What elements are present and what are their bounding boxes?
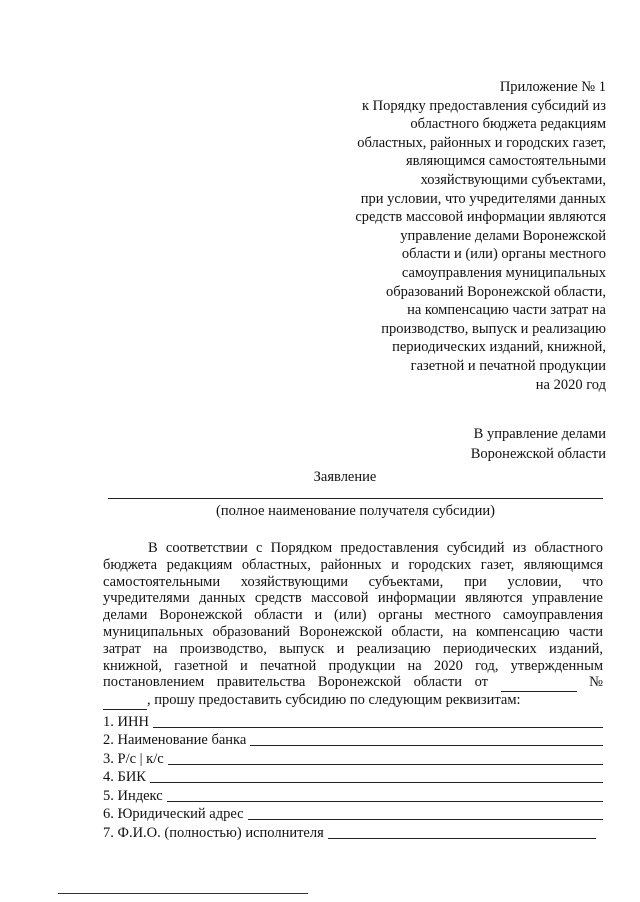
appendix-line: хозяйствующими субъектами, xyxy=(420,171,606,188)
field-bik xyxy=(103,768,603,787)
field-legal-address-blank[interactable] xyxy=(248,819,603,820)
document-title: Заявление xyxy=(313,469,377,485)
appendix-line: при условии, что учредителями данных xyxy=(360,190,606,207)
requisites-list xyxy=(103,712,603,842)
addressee-block xyxy=(471,424,606,464)
field-label: 6. Юридический адрес xyxy=(103,806,244,822)
field-accounts-blank[interactable] xyxy=(168,764,603,765)
field-inn-blank[interactable] xyxy=(153,727,603,728)
addressee-line: Воронежской области xyxy=(470,446,606,462)
body-line: муниципальных образований Воронежской области, на компенсацию части xyxy=(103,623,603,640)
body-line: учредителями данных средств массовой информации являются управление xyxy=(103,590,603,607)
field-executor-name-blank[interactable] xyxy=(328,838,596,839)
field-bank-name-blank[interactable] xyxy=(250,745,603,746)
decree-text: постановлением правительства Воронежской области от xyxy=(103,674,489,691)
appendix-line: к Порядку предоставления субсидий из xyxy=(361,97,606,114)
recipient-name-blank[interactable] xyxy=(108,498,603,499)
field-accounts xyxy=(103,749,603,768)
request-text: , прошу предоставить субсидию по следующим реквизитам: xyxy=(147,692,521,709)
appendix-line: управление делами Воронежской xyxy=(400,227,606,244)
body-line-decree xyxy=(103,674,603,692)
body-line: В соответствии с Порядком предоставления субсидий из областного xyxy=(148,540,603,556)
addressee-line: В управление делами xyxy=(473,426,606,442)
field-postal-index-blank[interactable] xyxy=(167,801,603,802)
field-label: 1. ИНН xyxy=(103,713,149,730)
field-postal-index xyxy=(103,786,603,805)
appendix-block xyxy=(306,78,606,394)
appendix-line: средств массовой информации являются xyxy=(355,209,606,226)
decree-number-blank[interactable] xyxy=(103,692,147,710)
appendix-line: на 2020 год xyxy=(535,376,606,393)
recipient-name-caption: (полное наименование получателя субсидии) xyxy=(216,503,495,519)
field-label: 3. Р/с | к/с xyxy=(103,750,164,767)
appendix-line: производство, выпуск и реализацию xyxy=(381,320,606,337)
field-label: 5. Индекс xyxy=(103,787,163,804)
appendix-line: образований Воронежской области, xyxy=(385,283,606,300)
body-line: самостоятельными хозяйствующими субъектами, при условии, что xyxy=(103,573,603,590)
appendix-line: являющимся самостоятельными xyxy=(405,153,606,170)
body-line-request xyxy=(103,692,603,710)
appendix-line: области и (или) органы местного xyxy=(401,246,606,263)
appendix-line: периодических изданий, книжной, xyxy=(392,339,606,356)
appendix-line: областных, районных и городских газет, xyxy=(357,134,606,151)
field-inn xyxy=(103,712,603,731)
body-line: делами Воронежской области и (или) органы местного самоуправления xyxy=(103,607,603,624)
field-executor-name xyxy=(103,823,603,842)
appendix-line: областного бюджета редакциям xyxy=(410,116,606,133)
field-label: 2. Наименование банка xyxy=(103,732,247,748)
decree-date-blank[interactable] xyxy=(501,674,577,692)
field-legal-address xyxy=(103,805,603,824)
appendix-line: Приложение № 1 xyxy=(499,79,606,95)
field-bik-blank[interactable] xyxy=(150,782,603,783)
field-label: 4. БИК xyxy=(103,769,146,785)
body-line: бюджета редакциям областных, районных и городских газет, являющимся xyxy=(103,556,603,573)
appendix-line: газетной и печатной продукции xyxy=(410,357,606,374)
footnote-divider xyxy=(58,893,308,894)
field-label: 7. Ф.И.О. (полностью) исполнителя xyxy=(103,824,324,841)
appendix-line: на компенсацию части затрат на xyxy=(407,302,606,319)
application-body xyxy=(103,540,603,710)
field-bank-name xyxy=(103,731,603,750)
body-line: затрат на производство, выпуск и реализацию периодических изданий, xyxy=(103,640,603,657)
body-line: книжной, газетной и печатной продукции на 2020 год, утвержденным xyxy=(103,657,603,674)
appendix-line: самоуправления муниципальных xyxy=(401,264,606,281)
number-sign: № xyxy=(589,674,604,691)
